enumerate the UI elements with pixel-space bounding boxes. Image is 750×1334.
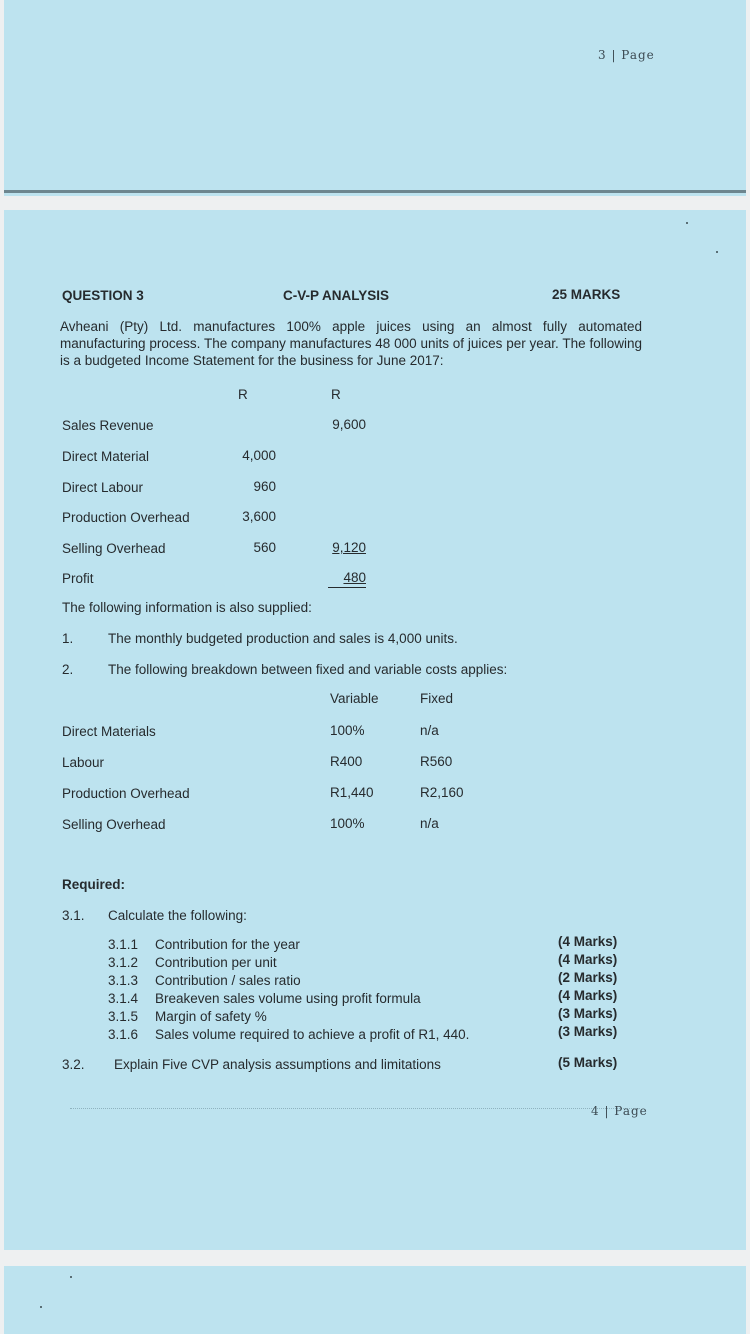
cost-row-variable: R400 — [330, 754, 363, 769]
subitem-text: Breakeven sales volume using profit formula — [155, 991, 421, 1006]
subitem-num: 3.1.5 — [108, 1009, 139, 1024]
row-label: Profit — [62, 571, 94, 586]
page-number-top: 3 | Page — [598, 48, 655, 62]
page-bottom-edge — [4, 190, 746, 193]
subitem-text: Contribution per unit — [155, 955, 277, 970]
subitem-num: 3.1.3 — [108, 973, 139, 988]
row-label: Production Overhead — [62, 510, 190, 525]
cost-header-variable: Variable — [330, 691, 379, 706]
cost-row-fixed: R2,160 — [420, 785, 464, 800]
row-col1: 4,000 — [242, 448, 276, 463]
subitem-marks: (2 Marks) — [558, 970, 618, 985]
row-col1: 960 — [253, 479, 276, 494]
q32-marks: (5 Marks) — [558, 1055, 618, 1070]
row-label: Sales Revenue — [62, 418, 154, 433]
subitem-num: 3.1.1 — [108, 937, 139, 952]
info-item-num: 2. — [62, 662, 74, 677]
scan-speck — [70, 1276, 72, 1278]
cost-row-label: Production Overhead — [62, 786, 190, 801]
subitem-marks: (4 Marks) — [558, 952, 618, 967]
col2-header: R — [331, 387, 341, 402]
cost-row-variable: R1,440 — [330, 785, 374, 800]
q32-num: 3.2. — [62, 1057, 85, 1072]
row-col2-subtotal: 9,120 — [332, 540, 366, 555]
subitem-text: Contribution for the year — [155, 937, 300, 952]
cost-row-variable: 100% — [330, 816, 365, 831]
subitem-text: Margin of safety % — [155, 1009, 267, 1024]
col1-header: R — [238, 387, 248, 402]
row-label: Direct Labour — [62, 480, 144, 495]
subitem-text: Sales volume required to achieve a profit of R1, 440. — [155, 1027, 470, 1042]
scan-speck — [686, 222, 688, 224]
page-footer-divider — [70, 1108, 640, 1109]
row-col1: 3,600 — [242, 509, 276, 524]
subitem-num: 3.1.2 — [108, 955, 139, 970]
next-page-fragment — [4, 1266, 746, 1334]
info-item-num: 1. — [62, 631, 74, 646]
question-marks: 25 MARKS — [552, 287, 621, 302]
subitem-marks: (4 Marks) — [558, 988, 618, 1003]
row-col2-profit: 480 — [343, 570, 366, 585]
subitem-marks: (3 Marks) — [558, 1024, 618, 1039]
previous-page-fragment — [4, 0, 746, 196]
scan-speck — [40, 1306, 42, 1308]
subitem-num: 3.1.6 — [108, 1027, 139, 1042]
cost-row-fixed: R560 — [420, 754, 453, 769]
row-label: Selling Overhead — [62, 541, 166, 556]
q31-text: Calculate the following: — [108, 908, 247, 923]
subitem-marks: (3 Marks) — [558, 1006, 618, 1021]
row-col2: 9,600 — [332, 417, 366, 432]
cost-row-fixed: n/a — [420, 816, 439, 831]
question-intro: Avheani (Pty) Ltd. manufactures 100% apple juices using an almost fully automated manufacturing process. The company manufactures 48 000 units of juices per year. The following is a budgeted Income Statement for the business for June 2017: — [60, 319, 642, 368]
info-item-text: The monthly budgeted production and sales is 4,000 units. — [108, 631, 458, 646]
info-item-text: The following breakdown between fixed and variable costs applies: — [108, 662, 508, 677]
q31-num: 3.1. — [62, 908, 85, 923]
subitem-text: Contribution / sales ratio — [155, 973, 301, 988]
row-label: Direct Material — [62, 449, 150, 464]
q32-text: Explain Five CVP analysis assumptions and limitations — [114, 1057, 441, 1072]
subitem-num: 3.1.4 — [108, 991, 139, 1006]
page-number-bottom: 4 | Page — [591, 1104, 648, 1118]
cost-row-fixed: n/a — [420, 723, 439, 738]
info-lead: The following information is also supplied: — [62, 600, 312, 615]
question-number: QUESTION 3 — [62, 288, 144, 303]
profit-underline — [328, 587, 366, 588]
cost-row-label: Direct Materials — [62, 724, 156, 739]
cost-row-label: Selling Overhead — [62, 817, 166, 832]
row-col1: 560 — [253, 540, 276, 555]
scan-speck — [716, 251, 718, 253]
cost-header-fixed: Fixed — [420, 691, 454, 706]
cost-row-variable: 100% — [330, 723, 365, 738]
question-topic: C-V-P ANALYSIS — [283, 288, 390, 303]
cost-row-label: Labour — [62, 755, 105, 770]
subitem-marks: (4 Marks) — [558, 934, 618, 949]
required-heading: Required: — [62, 877, 126, 892]
